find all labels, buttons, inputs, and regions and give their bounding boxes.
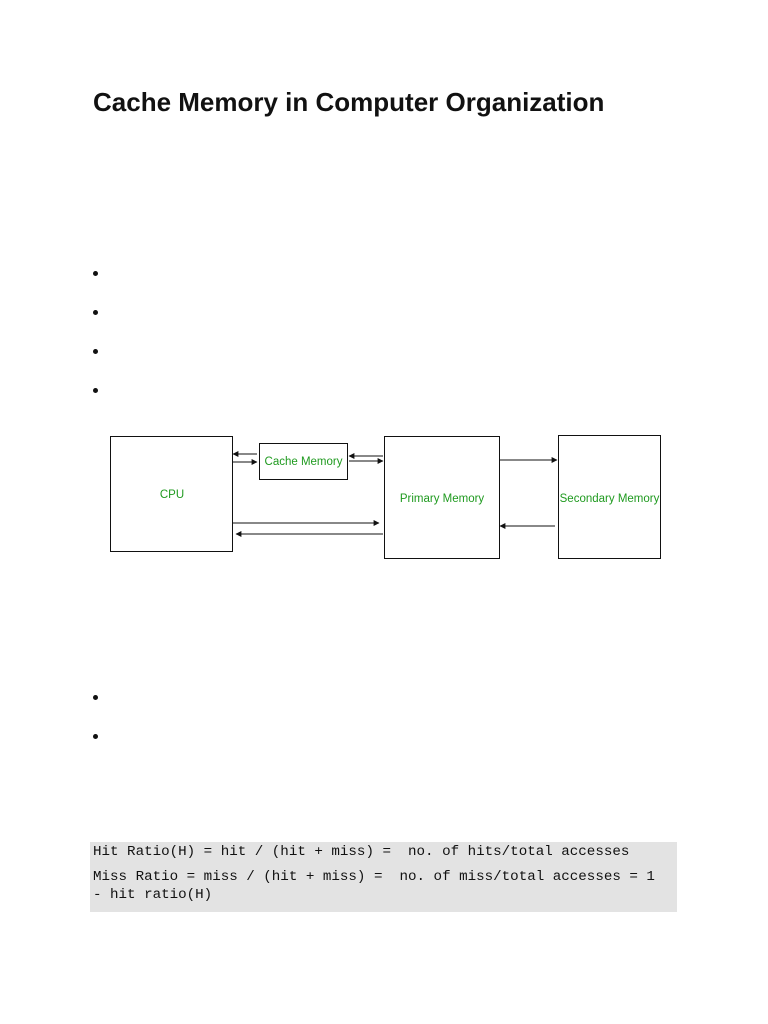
bullet-point: [92, 694, 100, 702]
page-title: Cache Memory in Computer Organization: [93, 87, 605, 117]
bullet-point: [92, 270, 100, 278]
cpu-label: CPU: [159, 489, 185, 501]
bullet-point: [92, 733, 100, 741]
primary-memory-label: Primary Memory: [399, 493, 485, 505]
miss-ratio-formula: Miss Ratio = miss / (hit + miss) = no. of miss/total accesses = 1 - hit ratio(H): [93, 869, 664, 903]
secondary-memory-label: Secondary Memory: [559, 493, 660, 505]
bullet-point: [92, 348, 100, 356]
memory-hierarchy-diagram: [100, 425, 680, 570]
formula-code-block: [90, 842, 677, 912]
bullet-point: [92, 387, 100, 395]
bullet-point: [92, 309, 100, 317]
hit-ratio-formula: Hit Ratio(H) = hit / (hit + miss) = no. of hits/total accesses: [93, 844, 630, 860]
cache-memory-label: Cache Memory: [264, 456, 343, 468]
